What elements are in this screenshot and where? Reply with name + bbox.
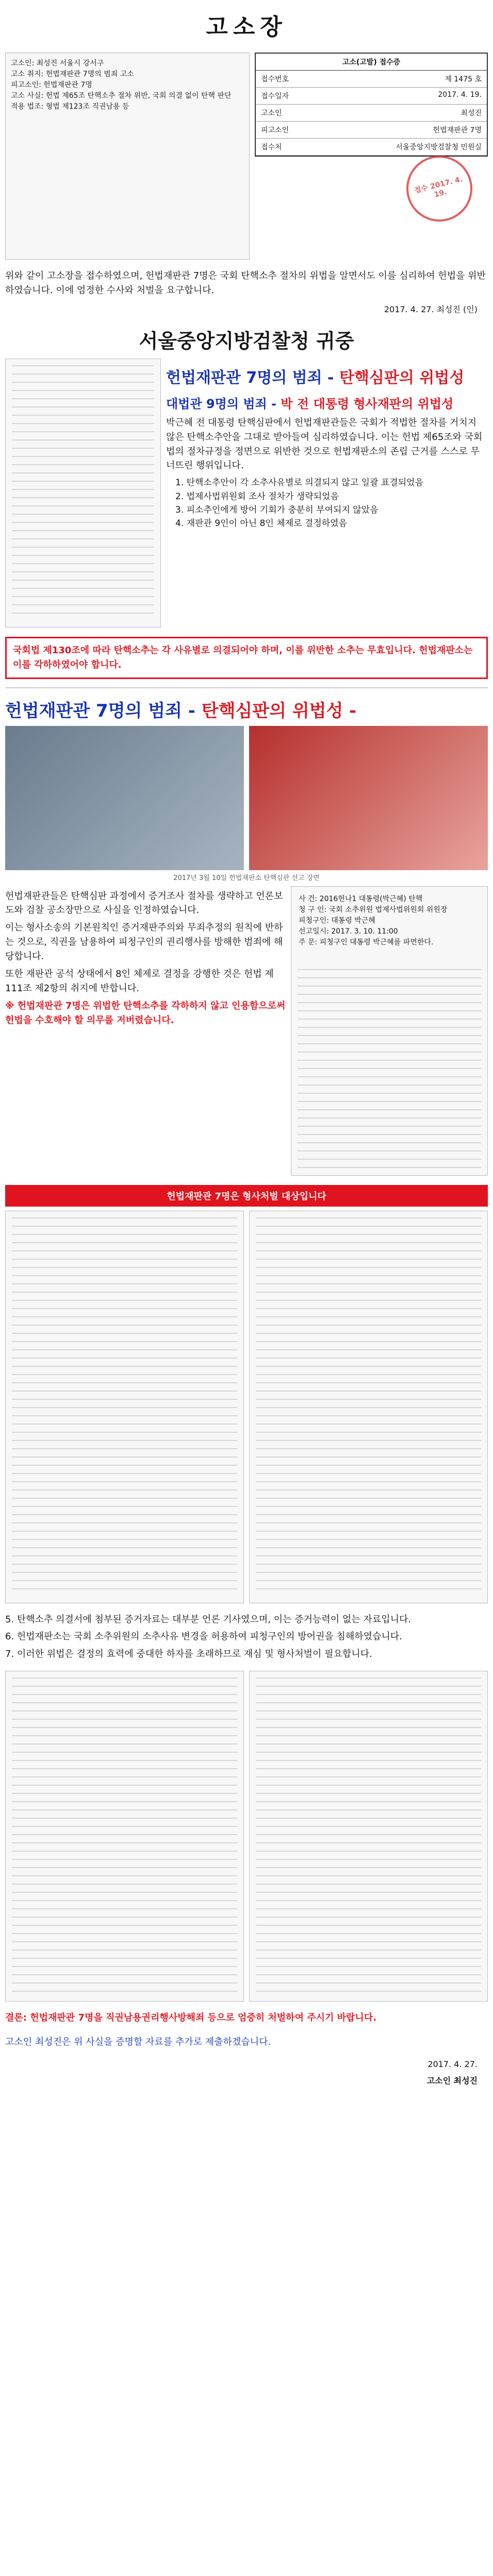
closing-paragraph: 6. 헌법재판소는 국회 소추위원의 소추사유 변경을 허용하여 피청구인의 방어권을 침해하였습니다.	[5, 1631, 402, 1642]
receipt-value: 서울중앙지방검찰청 민원실	[396, 143, 482, 151]
receipt-paragraph: 위와 같이 고소장을 접수하였으며, 헌법재판관 7명은 국회 탄핵소추 절차의 위법을 알면서도 이를 심리하여 헌법을 위반하였습니다. 이에 엄정한 수사와 처벌을 요구합니다.	[5, 270, 486, 296]
highlight-text: 국회법 제130조에 따라 탄핵소추는 각 사유별로 의결되어야 하며, 이를 위반한 소추는 무효입니다. 헌법재판소는 이를 각하하였어야 합니다.	[13, 645, 473, 670]
subhead-justices	[166, 394, 488, 412]
final-sign: 고소인 최성진	[426, 2075, 478, 2086]
final-blue: 고소인 최성진은 위 사실을 증명할 자료를 추가로 제출하겠습니다.	[5, 2037, 271, 2048]
scan-lines	[12, 365, 154, 621]
list-item: 1. 탄핵소추안이 각 소추사유별로 의결되지 않고 일괄 표결되었음	[175, 478, 424, 488]
final-date: 2017. 4. 27.	[428, 2059, 478, 2069]
scan-lines	[256, 1677, 481, 1995]
receipt-title: 고소(고발) 접수증	[256, 54, 487, 71]
section-judges	[5, 359, 488, 628]
receipt-key: 고소인	[261, 109, 282, 117]
receipt-row	[256, 139, 487, 156]
highlight-box	[5, 637, 488, 679]
photo-caption: 2017년 3월 10일 헌법재판소 탄핵심판 선고 장면	[173, 874, 320, 882]
decision-line: 선고일시: 2017. 3. 10. 11:00	[299, 927, 398, 936]
complaint-line: 고소인: 최성진 서울시 강서구	[11, 59, 104, 67]
decision-scan	[291, 886, 488, 1176]
receipt-row	[256, 71, 487, 88]
final-section	[5, 2011, 488, 2086]
court-photo	[5, 726, 244, 870]
body-paragraph: 또한 재판관 공석 상태에서 8인 체제로 결정을 강행한 것은 헌법 제111조 제2항의 취지에 반합니다.	[5, 969, 274, 994]
receipt-row	[256, 88, 487, 105]
subhead-blue: 대법관 9명의 범죄 -	[166, 396, 281, 411]
subhead-judges	[166, 365, 488, 387]
headline: 서울중앙지방검찰청 귀중	[139, 329, 354, 352]
receipt-key: 접수번호	[261, 75, 289, 83]
subhead-section-3	[5, 697, 488, 722]
mid-paragraph: 박근혜 전 대통령 탄핵심판에서 헌법재판관들은 국회가 적법한 절차를 거치지 않은 탄핵소추안을 그대로 받아들여 심리하였습니다. 이는 헌법 제65조와 국회법의 절차규정을 정면으로 위반한 것으로 헌법재판소의 존립 근거를 스스로 무너뜨린 행위입니다.	[166, 417, 483, 471]
lower-scan-left	[5, 1211, 244, 1603]
document-page	[5, 0, 488, 2106]
lower-scan-right	[249, 1211, 488, 1603]
section-evidence	[5, 886, 488, 1176]
final-red: 결론: 헌법재판관 7명을 직권남용권리행사방해죄 등으로 엄중히 처벌하여 주시기 바랍니다.	[5, 2012, 377, 2024]
subhead-red: 탄핵심판의 위법성 -	[201, 700, 357, 721]
scan-lines	[256, 1217, 481, 1597]
closing-section	[5, 1613, 488, 1662]
decision-line: 사 건: 2016헌나1 대통령(박근혜) 탄핵	[299, 894, 423, 903]
receipt-row	[256, 105, 487, 122]
scan-lines	[12, 1677, 237, 1995]
receipt-table	[255, 53, 488, 157]
subhead-red: 탄핵심판의 위법성	[339, 368, 465, 387]
judgment-scan	[5, 359, 161, 628]
receipt-key: 접수일자	[261, 92, 289, 100]
receipt-value: 제 1475 호	[445, 75, 482, 83]
receipt-key: 접수처	[261, 143, 282, 151]
list-item: 4. 재판관 9인이 아닌 8인 체제로 결정하였음	[175, 518, 348, 529]
closing-paragraph: 7. 이러한 위법은 결정의 효력에 중대한 하자를 초래하므로 재심 및 형사처벌이 필요합니다.	[5, 1649, 372, 1660]
decision-line: 청 구 인: 국회 소추위원 법제사법위원회 위원장	[299, 905, 448, 914]
bottom-scan-left	[5, 1671, 244, 2002]
red-banner: 헌법재판관 7명은 형사처벌 대상입니다	[5, 1185, 488, 1207]
subhead-blue: 헌법재판관 7명의 범죄 -	[166, 368, 339, 387]
decision-line: 주 문: 피청구인 대통령 박근혜를 파면한다.	[299, 938, 434, 946]
divider	[5, 687, 488, 688]
subhead-blue: 헌법재판관 7명의 범죄 -	[5, 700, 202, 721]
evidence-text	[5, 886, 286, 1176]
bottom-scans	[5, 1671, 488, 2002]
receipt-row	[256, 122, 487, 139]
complaint-line: 적용 법조: 형법 제123조 직권남용 등	[11, 103, 129, 111]
closing-paragraph: 5. 탄핵소추 의결서에 첨부된 증거자료는 대부분 언론 기사였으며, 이는 증거능력이 없는 자료입니다.	[5, 1614, 412, 1625]
receipt-area	[255, 53, 488, 260]
complaint-line: 고소 취지: 헌법재판관 7명의 범죄 고소	[11, 70, 134, 78]
date-signature: 2017. 4. 27. 최성진 (인)	[384, 304, 478, 314]
lower-scans	[5, 1211, 488, 1603]
complaint-scan	[5, 53, 250, 260]
list-item: 2. 법제사법위원회 조사 절차가 생략되었음	[175, 491, 339, 502]
bottom-scan-right	[249, 1671, 488, 2002]
scan-lines	[12, 1217, 237, 1597]
receipt-stamp: 접수 2017. 4. 19.	[399, 148, 479, 228]
photo-row	[5, 726, 488, 870]
scan-lines	[298, 969, 481, 1169]
receipt-value: 최성진	[461, 109, 482, 117]
protest-photo	[249, 726, 488, 870]
complaint-top-section	[5, 53, 488, 260]
issue-list	[175, 476, 488, 530]
receipt-key: 피고소인	[261, 126, 289, 134]
body-paragraph: 이는 형사소송의 기본원칙인 증거재판주의와 무죄추정의 원칙에 반하는 것으로, 직권을 남용하여 피청구인의 권리행사를 방해한 범죄에 해당합니다.	[5, 922, 283, 962]
complaint-intro	[11, 58, 244, 112]
complaint-line: 고소 사실: 헌법 제65조 탄핵소추 절차 위반, 국회 의결 없이 탄핵 판단	[11, 92, 232, 100]
decision-lines	[291, 887, 487, 955]
red-note: ※ 헌법재판관 7명은 위법한 탄핵소추를 각하하지 않고 인용함으로써 헌법을 수호해야 할 의무를 저버렸습니다.	[5, 1000, 286, 1026]
receipt-value: 헌법재판관 7명	[433, 126, 482, 134]
subhead-red: 박 전 대통령 형사재판의 위법성	[281, 396, 454, 411]
list-item: 3. 피소추인에게 방어 기회가 충분히 부여되지 않았음	[175, 505, 379, 516]
judges-text	[166, 359, 488, 628]
body-paragraph: 헌법재판관들은 탄핵심판 과정에서 증거조사 절차를 생략하고 언론보도와 검찰 공소장만으로 사실을 인정하였습니다.	[5, 890, 283, 916]
receipt-value: 2017. 4. 19.	[438, 91, 482, 99]
complaint-line: 피고소인: 헌법재판관 7명	[11, 81, 92, 89]
decision-line: 피청구인: 대통령 박근혜	[299, 916, 375, 925]
document-title: 고소장	[206, 14, 287, 40]
